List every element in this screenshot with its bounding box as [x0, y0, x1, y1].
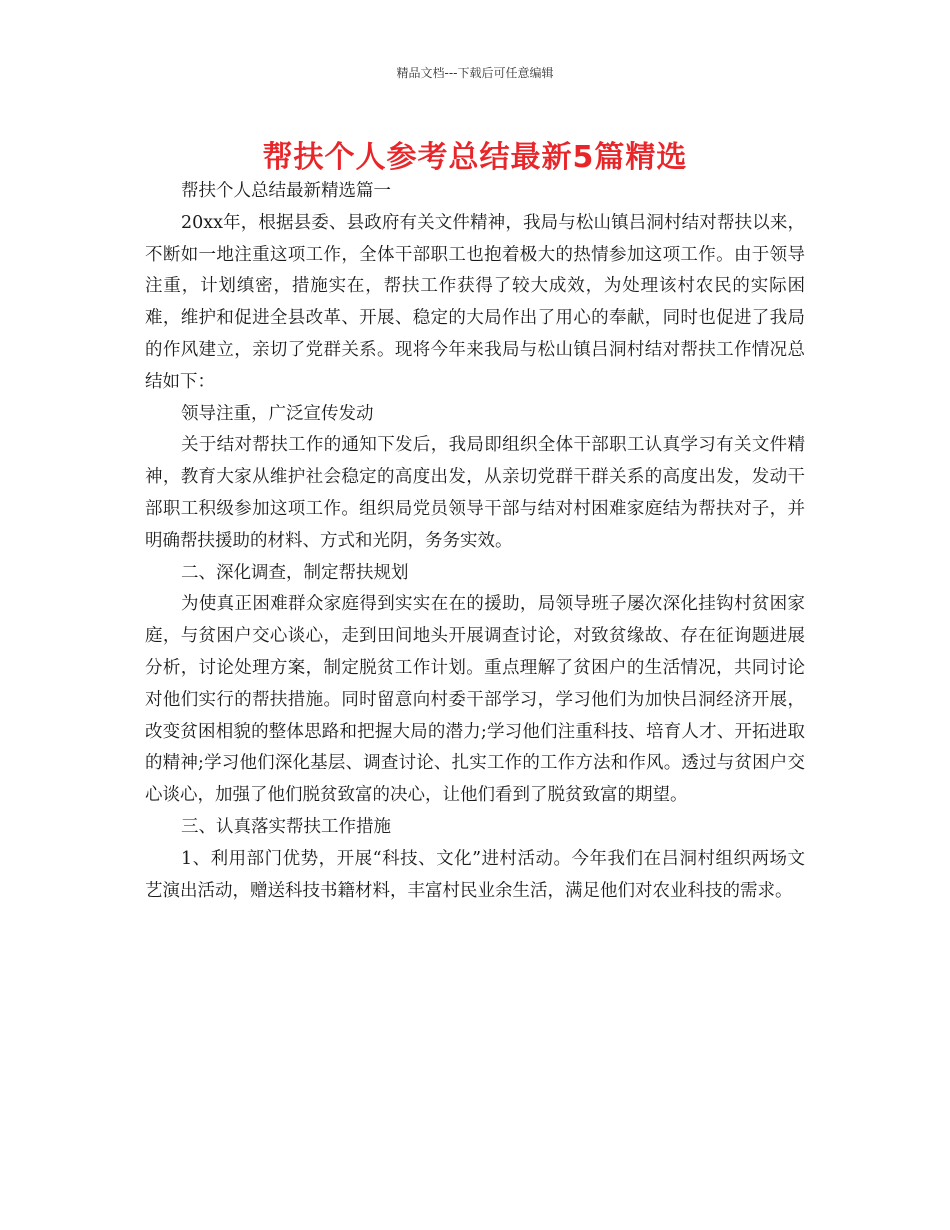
body-paragraph: 1、利用部门优势，开展“科技、文化”进村活动。今年我们在吕洞村组织两场文艺演出活动，赠送科技书籍材料，丰富村民业余生活，满足他们对农业科技的需求。	[145, 848, 805, 901]
document-body	[145, 176, 805, 907]
body-paragraph: 关于结对帮扶工作的通知下发后，我局即组织全体干部职工认真学习有关文件精神，教育大家从维护社会稳定的高度出发，从亲切党群干群关系的高度出发，发动干部职工积级参加这项工作。组织局党员领导干部与结对村困难家庭结为帮扶对子，并明确帮扶援助的材料、方式和光阴，务务实效。	[145, 435, 805, 551]
section-heading: 二、深化调查，制定帮扶规划	[181, 562, 409, 583]
section-heading: 帮扶个人总结最新精选篇一	[181, 181, 391, 201]
section-heading: 领导注重，广泛宣传发动	[181, 403, 374, 424]
body-paragraph: 20xx年，根据县委、县政府有关文件精神，我局与松山镇吕洞村结对帮扶以来，不断如一地注重这项工作，全体干部职工也抱着极大的热情参加这项工作。由于领导注重，计划缜密，措施实在，帮扶工作获得了较大成效，为处理该村农民的实际困难，维护和促进全县改革、开展、稳定的大局作出了用心的奉献，同时也促进了我局的作风建立，亲切了党群关系。现将今年来我局与松山镇吕洞村结对帮扶工作情况总结如下：	[145, 212, 805, 392]
body-paragraph: 为使真正困难群众家庭得到实实在在的援助，局领导班子屡次深化挂钩村贫困家庭，与贫困户交心谈心，走到田间地头开展调查讨论，对致贫缘故、存在征询题进展分析，讨论处理方案，制定脱贫工作计划。重点理解了贫困户的生活情况，共同讨论对他们实行的帮扶措施。同时留意向村委干部学习，学习他们为加快吕洞经济开展，改变贫困相貌的整体思路和把握大局的潜力;学习他们注重科技、培育人才、开拓进取的精神;学习他们深化基层、调查讨论、扎实工作的工作方法和作风。透过与贫困户交心谈心，加强了他们脱贫致富的决心，让他们看到了脱贫致富的期望。	[145, 594, 805, 806]
document-title: 帮扶个人参考总结最新5篇精选	[262, 140, 688, 175]
header-note: 精品文档---下载后可任意编辑	[396, 66, 554, 80]
section-heading: 三、认真落实帮扶工作措施	[181, 816, 391, 837]
